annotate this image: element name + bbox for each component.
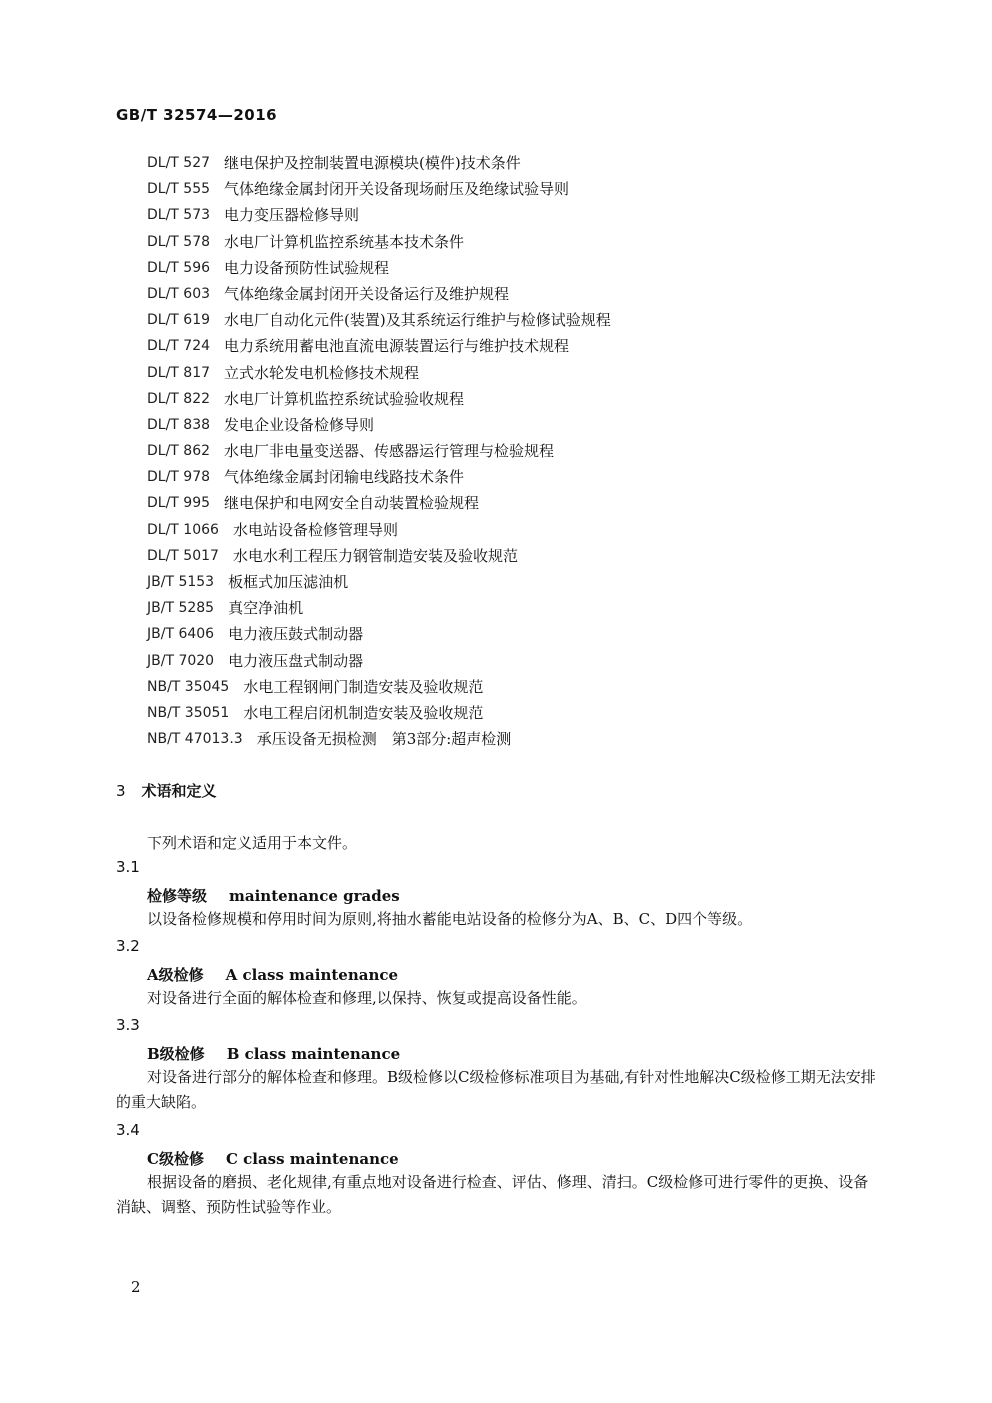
reference-code: JB/T 5285 [147, 600, 215, 617]
reference-item [147, 202, 611, 228]
reference-title: 电力系统用蓄电池直流电源装置运行与维护技术规程 [224, 337, 570, 356]
term-en: C class maintenance [225, 1150, 399, 1168]
reference-code: NB/T 35051 [147, 704, 230, 721]
reference-code: DL/T 5017 [147, 547, 219, 564]
reference-title: 水电厂计算机监控系统试验验收规程 [224, 389, 465, 408]
term-number: 3.2 [116, 937, 140, 955]
reference-code: NB/T 47013.3 [147, 731, 243, 748]
reference-title: 真空净油机 [228, 599, 304, 618]
term-definition: 根据设备的磨损、老化规律,有重点地对设备进行检查、评估、修理、清扫。C级检修可进行零件的更换、设备消缺、调整、预防性试验等作业。 [116, 1173, 869, 1216]
term-definition: 对设备进行部分的解体检查和修理。B级检修以C级检修标准项目为基础,有针对性地解决C级检修工期无法安排的重大缺陷。 [116, 1068, 876, 1111]
term-definition: 以设备检修规模和停用时间为原则,将抽水蓄能电站设备的检修分为A、B、C、D四个等级。 [147, 910, 753, 928]
reference-title: 水电水利工程压力钢管制造安装及验收规范 [232, 546, 518, 565]
reference-title: 水电站设备检修管理导则 [232, 520, 398, 539]
reference-code: DL/T 817 [147, 364, 211, 381]
reference-code: DL/T 822 [147, 390, 211, 407]
term-heading [147, 964, 398, 985]
reference-item [147, 386, 611, 412]
reference-title: 电力液压鼓式制动器 [228, 625, 364, 644]
reference-item [147, 595, 611, 621]
term-en: A class maintenance [225, 966, 399, 984]
reference-code: NB/T 35045 [147, 678, 230, 695]
reference-item [147, 176, 611, 202]
reference-title: 气体绝缘金属封闭开关设备现场耐压及绝缘试验导则 [224, 180, 570, 199]
reference-item [147, 517, 611, 543]
reference-code: DL/T 527 [147, 155, 211, 171]
reference-item [147, 700, 611, 726]
term-number: 3.3 [116, 1016, 140, 1034]
term-heading [147, 1148, 399, 1169]
reference-code: DL/T 555 [147, 181, 211, 198]
term-zh: A级检修 [147, 966, 204, 984]
reference-item [147, 255, 611, 281]
reference-code: JB/T 5153 [147, 574, 215, 590]
reference-title: 继电保护和电网安全自动装置检验规程 [224, 494, 480, 513]
term-number: 3.1 [116, 858, 140, 876]
reference-code: DL/T 838 [147, 416, 211, 433]
reference-item [147, 333, 611, 359]
reference-item [147, 726, 611, 752]
reference-item [147, 490, 611, 516]
reference-title: 电力变压器检修导则 [224, 206, 360, 225]
reference-title: 气体绝缘金属封闭输电线路技术条件 [224, 468, 465, 487]
term-definition: 对设备进行全面的解体检查和修理,以保持、恢复或提高设备性能。 [147, 989, 587, 1007]
reference-item [147, 412, 611, 438]
reference-title: 水电厂计算机监控系统基本技术条件 [224, 232, 465, 251]
reference-item [147, 229, 611, 255]
reference-title: 承压设备无损检测 第3部分:超声检测 [256, 730, 512, 749]
reference-title: 立式水轮发电机检修技术规程 [224, 363, 420, 382]
reference-title: 板框式加压滤油机 [228, 573, 349, 591]
reference-code: DL/T 573 [147, 207, 211, 224]
reference-code: JB/T 6406 [147, 626, 215, 643]
reference-list [147, 150, 611, 752]
reference-code: DL/T 995 [147, 495, 211, 512]
reference-code: DL/T 578 [147, 233, 211, 250]
reference-title: 电力液压盘式制动器 [228, 651, 364, 670]
reference-item [147, 543, 611, 569]
reference-title: 发电企业设备检修导则 [224, 415, 375, 434]
term-zh: C级检修 [147, 1150, 204, 1168]
page-number: 2 [131, 1278, 141, 1296]
section-number: 3 [116, 782, 126, 800]
reference-item [147, 438, 611, 464]
reference-item [147, 674, 611, 700]
reference-title: 水电工程钢闸门制造安装及验收规范 [243, 677, 484, 696]
section-title: 术语和定义 [141, 782, 217, 800]
reference-title: 电力设备预防性试验规程 [224, 258, 390, 277]
term-en: maintenance grades [229, 887, 400, 905]
reference-code: DL/T 724 [147, 338, 211, 355]
reference-item [147, 150, 611, 176]
reference-title: 气体绝缘金属封闭开关设备运行及维护规程 [224, 284, 510, 303]
reference-item [147, 464, 611, 490]
reference-code: DL/T 603 [147, 285, 211, 302]
section-heading [116, 780, 217, 801]
reference-title: 水电厂自动化元件(装置)及其系统运行维护与检修试验规程 [224, 311, 611, 330]
reference-title: 继电保护及控制装置电源模块(模件)技术条件 [224, 154, 521, 172]
reference-code: JB/T 7020 [147, 652, 215, 669]
term-zh: B级检修 [147, 1045, 205, 1063]
reference-item [147, 648, 611, 674]
reference-item [147, 569, 611, 595]
reference-code: DL/T 619 [147, 312, 211, 329]
reference-item [147, 307, 611, 333]
term-number: 3.4 [116, 1121, 140, 1139]
term-zh: 检修等级 [147, 887, 208, 905]
standard-id: GB/T 32574—2016 [116, 106, 278, 124]
term-heading [147, 885, 400, 906]
term-heading [147, 1043, 400, 1064]
term-en: B class maintenance [226, 1045, 401, 1063]
reference-title: 水电工程启闭机制造安装及验收规范 [243, 703, 484, 722]
reference-code: DL/T 596 [147, 259, 211, 276]
reference-item [147, 281, 611, 307]
reference-item [147, 621, 611, 647]
reference-item [147, 360, 611, 386]
reference-title: 水电厂非电量变送器、传感器运行管理与检验规程 [224, 442, 555, 461]
reference-code: DL/T 862 [147, 443, 211, 460]
reference-code: DL/T 1066 [147, 521, 219, 538]
section-intro: 下列术语和定义适用于本文件。 [147, 834, 358, 852]
reference-code: DL/T 978 [147, 469, 211, 486]
